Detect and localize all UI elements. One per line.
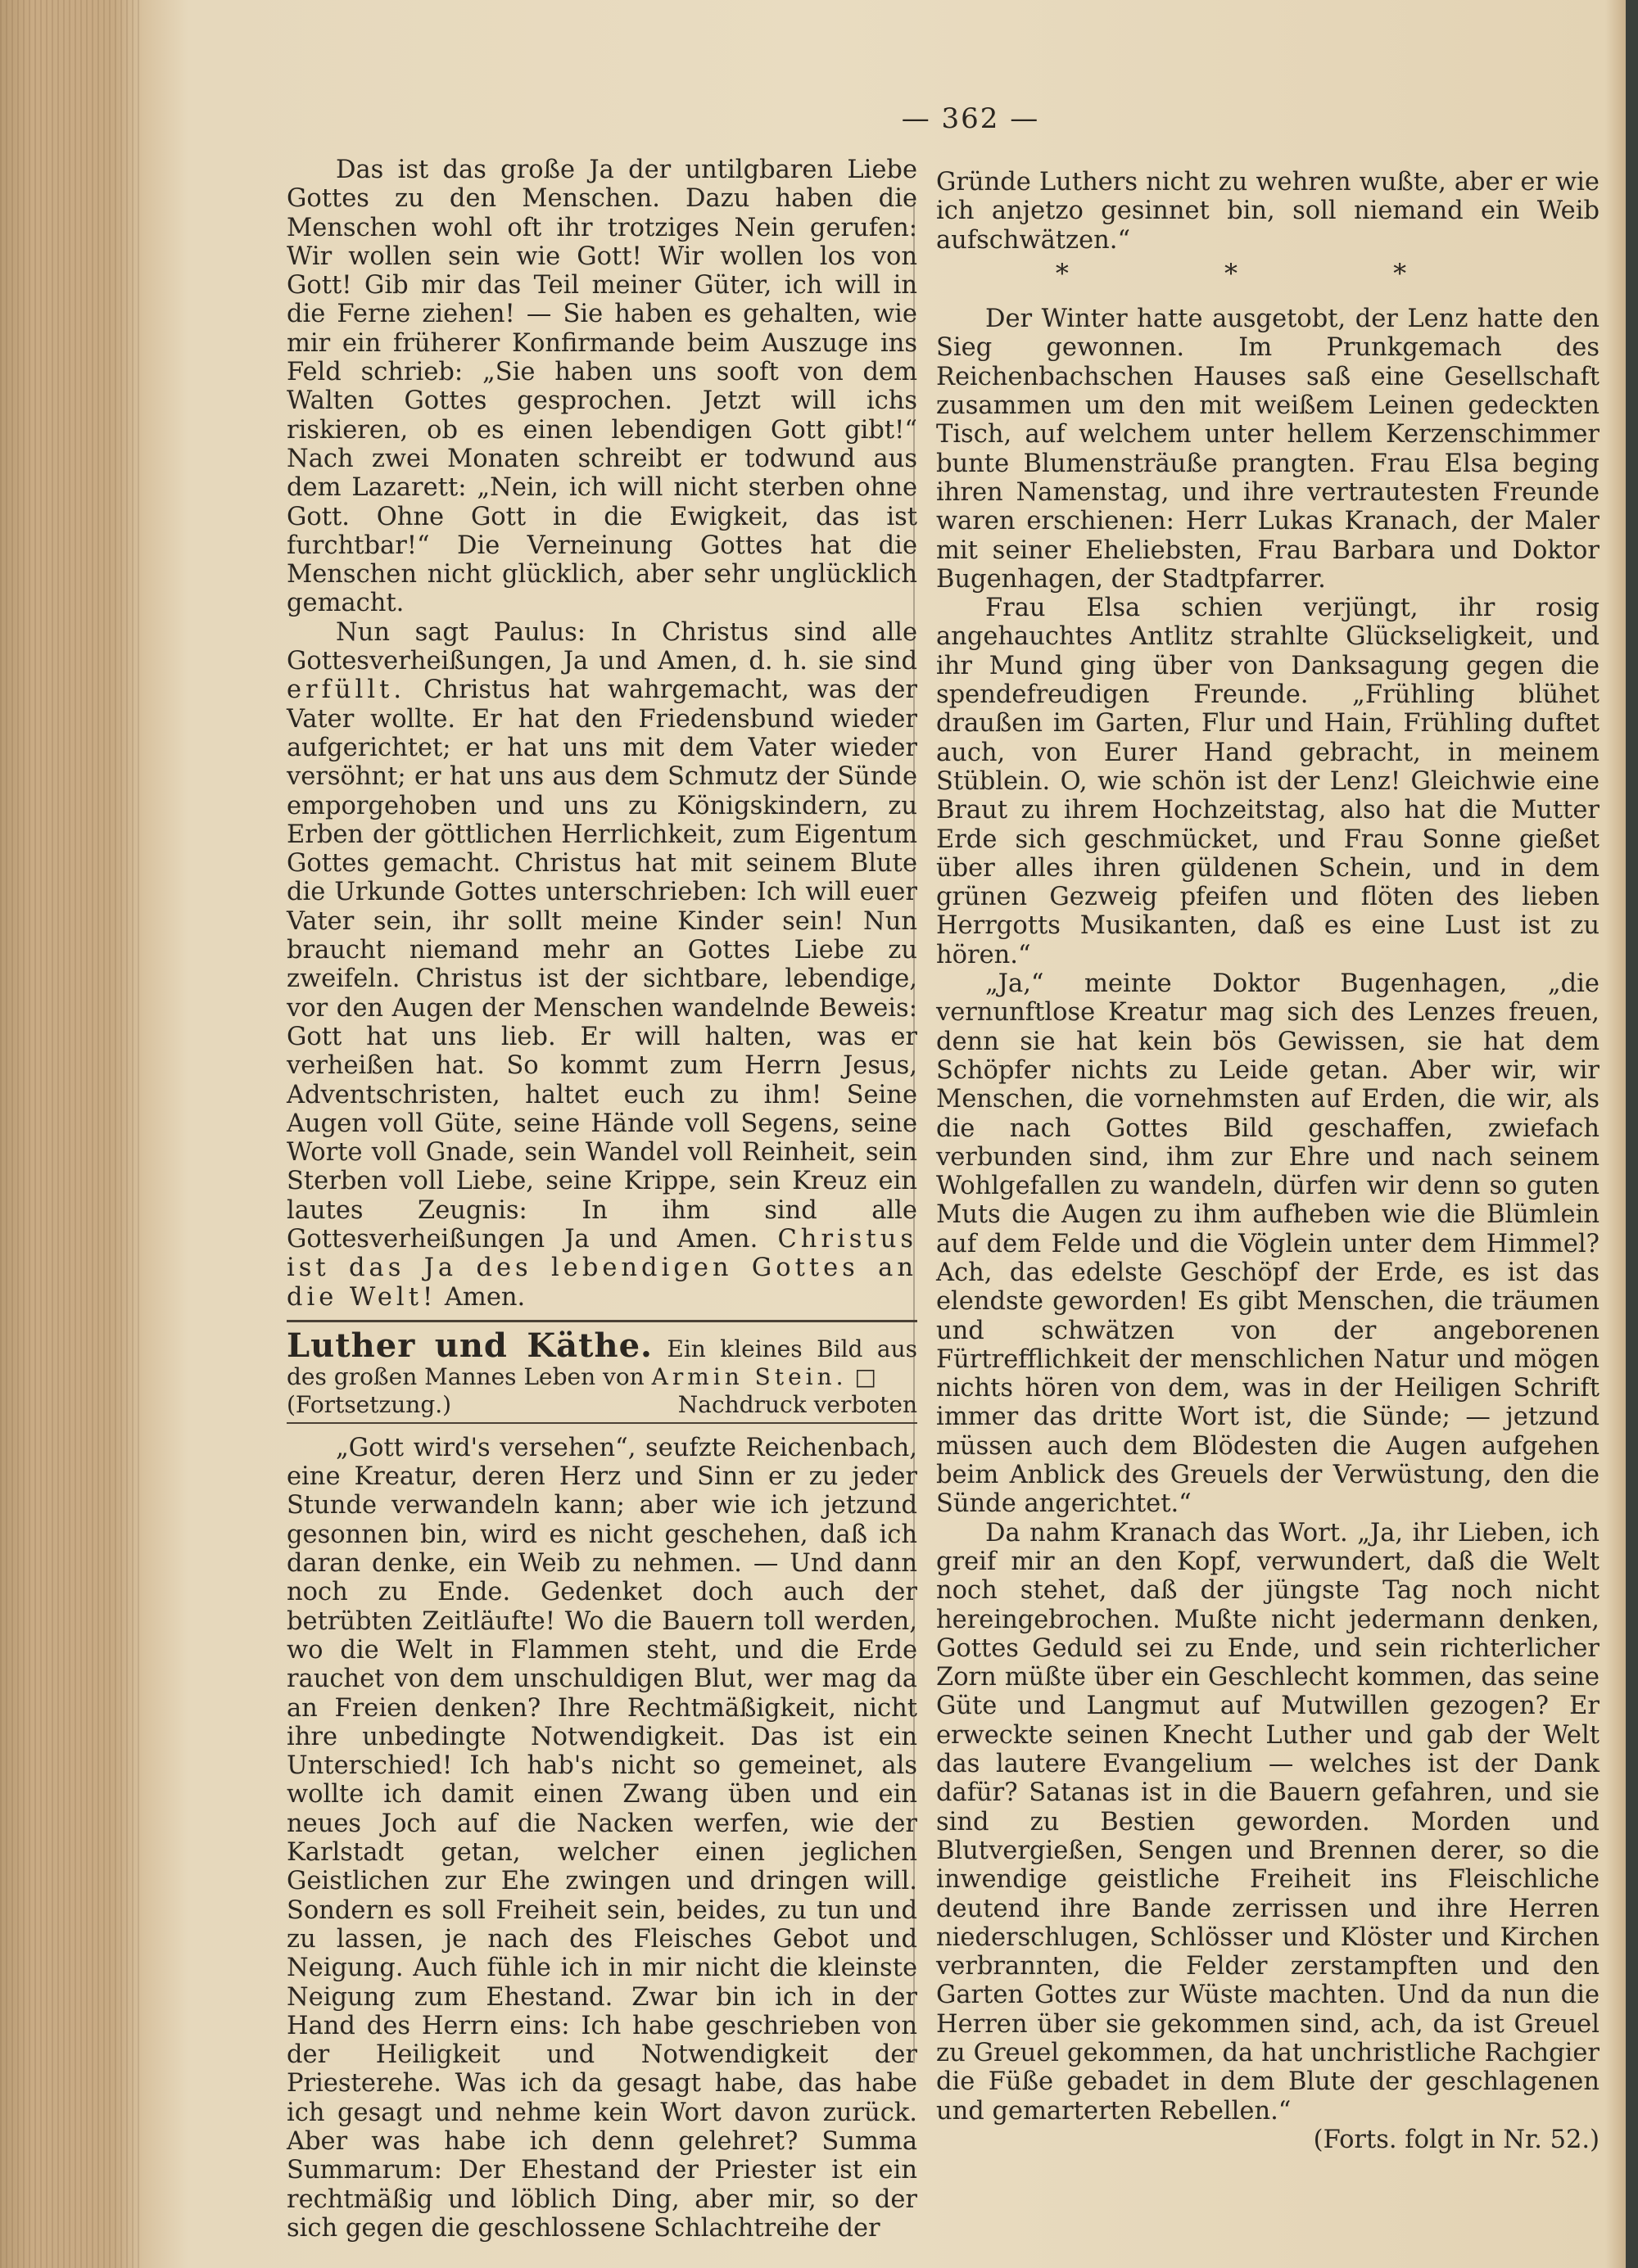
page <box>143 0 1609 2268</box>
emphasis-erfuellt: erfüllt. <box>287 675 406 705</box>
right-column <box>936 168 1600 2154</box>
section-divider <box>287 1320 917 1322</box>
right-paragraph-3: Frau Elsa schien verjüngt, ihr rosig angehauchtes Antlitz strahlte Glückseligkeit, und ihr Mund ging über von Danksagung gegen die spendefreudigen Freunde. „Frühling blühet draußen im Garten, Flur und Hain, Frühling duftet auch, von Eurer Hand gebracht, in meinem Stüblein. O, wie schön ist der Lenz! Gleichwie eine Braut zu ihrem Hochzeitstag, also hat die Mutter Erde sich geschmücket, und Frau Sonne gießet über alles ihren güldenen Schein, und in dem grünen Gezweig pfeifen und flöten des lieben Herrgotts Musikanten, daß es eine Lust ist zu hören.“ <box>936 594 1600 969</box>
right-paragraph-5-text: Da nahm Kranach das Wort. „Ja, ihr Lieben, ich greif mir an den Kopf, verwundert, daß die Welt noch stehet, daß der jüngste Tag noch nicht hereingebrochen. Mußte nicht jedermann denken, Gottes Geduld sei zu Ende, und sein richterlicher Zorn müßte über ein Geschlecht kommen, das seine Güte und Langmut auf Mutwillen gezogen? Er erweckte seinen Knecht Luther und gab der Welt das lautere Evangelium — welches ist der Dank dafür? Satanas ist in die Bauern gefahren, und sie sind zu Bestien geworden. Morden und Blutvergießen, Sengen und Brennen derer, so die inwendige geistliche Freiheit ins Fleischliche deutend ihre Bande zerrissen und ihre Herren niederschlugen, Schlösser und Klöster und Kirchen verbrannten, die Felder zerstampften und den Garten Gottes zur Wüste machten. Und da nun die Herren über sie gekommen sind, ach, da ist Greuel zu Greuel gekommen, da hat unchristliche Rachgier die Füße gebadet in dem Blute der geschlagenen und gemarterten Rebellen.“ <box>936 1518 1600 2126</box>
left-paragraph-1: Das ist das große Ja der untilgbaren Liebe Gottes zu den Menschen. Dazu haben die Menschen wohl oft ihr trotziges Nein gerufen: Wir wollen sein wie Gott! Wir wollen los von Gott! Gib mir das Teil meiner Güter, ich will in die Ferne ziehen! — Sie haben es gehalten, wie mir ein früherer Konfirmande beim Auszuge ins Feld schrieb: „Sie haben uns sooft von dem Walten Gottes gesprochen. Jetzt will ichs riskieren, ob es einen lebendigen Gott gibt!“ Nach zwei Monaten schreibt er todwund aus dem Lazarett: „Nein, ich will nicht sterben ohne Gott. Ohne Gott in die Ewigkeit, das ist furchtbar!“ Die Verneinung Gottes hat die Menschen nicht glücklich, aber sehr unglücklich gemacht. <box>287 156 917 618</box>
article-box-symbol: □ <box>854 1362 876 1390</box>
article-reprint-note: Nachdruck verboten <box>677 1390 917 1418</box>
section-stars: * * * <box>1055 257 1481 289</box>
article-continued: (Fortsetzung.) <box>287 1390 452 1418</box>
article-header <box>287 1326 917 1419</box>
left-paragraph-2 <box>287 618 917 1312</box>
left-paragraph-2-start: Nun sagt Paulus: In Christus sind alle Gottesverheißungen, Ja und Amen, d. h. sie sind <box>287 617 917 676</box>
right-paragraph-5 <box>936 1518 1600 2154</box>
continuation-note: (Forts. folgt in Nr. 52.) <box>1313 2125 1600 2154</box>
article-author: Armin Stein. <box>651 1362 848 1390</box>
article-title: Luther und Käthe. <box>287 1326 653 1365</box>
right-paragraph-2: Der Winter hatte ausgetobt, der Lenz hatte den Sieg gewonnen. Im Prunkgemach des Reichenbachschen Hauses saß eine Gesellschaft zusammen um den mit weißem Leinen gedeckten Tisch, auf welchem unter hellem Kerzenschimmer bunte Blumensträuße prangten. Frau Elsa beging ihren Namenstag, und ihre vertrautesten Freunde waren erschienen: Herr Lukas Kranach, der Maler mit seiner Eheliebsten, Frau Barbara und Doktor Bugenhagen, der Stadtpfarrer. <box>936 305 1600 594</box>
amen-text: Amen. <box>444 1282 526 1312</box>
right-paragraph-4: „Ja,“ meinte Doktor Bugenhagen, „die vernunftlose Kreatur mag sich des Lenzes freuen, denn sie hat kein bös Gewissen, sie hat dem Schöpfer nichts zu Leide getan. Aber wir, wir Menschen, die vornehmsten auf Erden, die wir, als die nach Gottes Bild geschaffen, zwiefach verbunden sind, ihm zur Ehre und nach seinem Wohlgefallen zu wandeln, dürfen wir denn so guten Muts die Augen zu ihm aufheben wie die Blümlein auf dem Felde und die Vöglein unter dem Himmel? Ach, das edelste Geschöpf der Erde, es ist das elendste geworden! Es gibt Menschen, die träumen und schwätzen von der angeborenen Fürtrefflichkeit der menschlichen Natur und mögen nichts hören von dem, was in der Heiligen Schrift immer das dritte Wort ist, die Sünde; — jetzund müssen auch dem Blödesten die Augen aufgehen beim Anblick des Greuels der Verwüstung, den die Sünde angerichtet.“ <box>936 969 1600 1519</box>
left-column <box>287 156 917 2243</box>
left-paragraph-3: „Gott wird's versehen“, seufzte Reichenbach, eine Kreatur, deren Herz und Sinn er zu jeder Stunde verwandeln kann; aber wie ich jetzund gesonnen bin, wird es nicht geschehen, daß ich daran denke, ein Weib zu nehmen. — Und dann noch zu Ende. Gedenket doch auch der betrübten Zeitläufte! Wo die Bauern toll werden, wo die Welt in Flammen steht, und die Erde rauchet von dem unschuldigen Blut, wer mag da an Freien denken? Ihre Rechtmäßigkeit, nicht ihre unbedingte Notwendigkeit. Das ist ein Unterschied! Ich hab's nicht so gemeinet, als wollte ich damit einen Zwang üben und ein neues Joch auf die Nacken werfen, wie der Karlstadt getan, welcher einen jeglichen Geistlichen zur Ehe zwingen und dringen will. Sondern es soll Freiheit sein, beides, zu tun und zu lassen, je nach des Fleisches Gebot und Neigung. Auch fühle ich in mir nicht die kleinste Neigung zum Ehestand. Zwar bin ich in der Hand des Herrn eins: Ich habe geschrieben von der Heiligkeit und Notwendigkeit der Priesterehe. Was ich da gesagt habe, das habe ich gesagt und nehme kein Wort davon zurück. Aber was habe ich denn gelehret? Summa Summarum: Der Ehestand der Priester ist ein rechtmäßig und löblich Ding, aber mir, so der sich gegen die geschlossene Schlachtreihe der <box>287 1433 917 2243</box>
left-paragraph-2-body: Christus hat wahrgemacht, was der Vater wollte. Er hat den Friedensbund wieder aufgerichtet; er hat uns mit dem Vater wieder versöhnt; er hat uns aus dem Schmutz der Sünde emporgehoben und uns zu Königskindern, zu Erben der göttlichen Herrlichkeit, zum Eigentum Gottes gemacht. Christus hat mit seinem Blute die Urkunde Gottes unterschrieben: Ich will euer Vater sein, ihr sollt meine Kinder sein! Nun braucht niemand mehr an Gottes Liebe zu zweifeln. Christus ist der sichtbare, lebendige, vor den Augen der Menschen wandelnde Beweis: Gott hat uns lieb. Er will halten, was er verheißen hat. So kommt zum Herrn Jesus, Adventschristen, haltet euch zu ihm! Seine Augen voll Güte, seine Hände voll Segens, seine Worte voll Gnade, sein Wandel voll Reinheit, sein Sterben voll Liebe, seine Krippe, sein Kreuz ein lautes Zeugnis: In ihm sind alle Gottesverheißungen Ja und Amen. <box>287 675 917 1254</box>
emphasis-closing: Christus ist das Ja des lebendigen Gottes an die Welt! <box>287 1224 917 1312</box>
header-divider <box>287 1422 917 1424</box>
page-number: — 362 — <box>901 102 1040 135</box>
page-edges <box>0 0 139 2268</box>
right-paragraph-1: Gründe Luthers nicht zu wehren wußte, aber er wie ich anjetzo gesinnet bin, soll niemand ein Weib aufschwätzen.“ <box>936 168 1600 255</box>
article-subtitle: Ein kleines Bild aus des großen Mannes Leben von <box>287 1335 917 1390</box>
column-divider <box>913 197 915 2063</box>
